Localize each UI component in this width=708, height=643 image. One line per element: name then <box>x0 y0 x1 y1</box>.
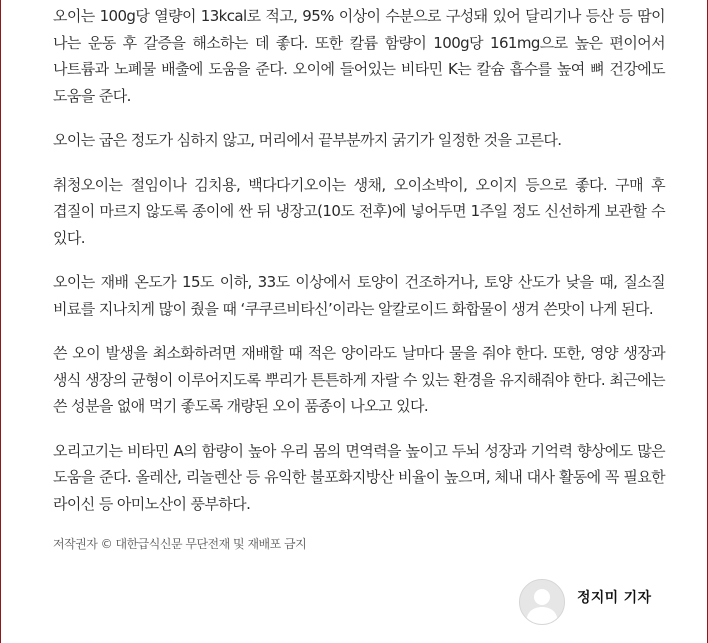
article-paragraph-1: 오이는 100g당 열량이 13kcal로 적고, 95% 이상이 수분으로 구성돼 있어 달리기나 등산 등 땀이 나는 운동 후 갈증을 해소하는 데 좋다. 또한 칼륨 함량이 100g당 161mg으로 높은 편이어서 나트륨과 노폐물 배출에 도움을 준다. 오이에 들어있는 비타민 K는 칼슘 흡수를 높여 뼈 건강에도 도움을 준다. <box>53 7 665 105</box>
copyright-notice: 저작권자 © 대한급식신문 무단전재 및 재배포 금지 <box>53 537 307 551</box>
reporter-byline[interactable] <box>519 579 651 625</box>
article-paragraph-6: 오리고기는 비타민 A의 함량이 높아 우리 몸의 면역력을 높이고 두뇌 성장과 기억력 향상에도 많은 도움을 준다. 올레산, 리놀렌산 등 유익한 불포화지방산 비율이 높으며, 체내 대사 활동에 꼭 필요한 라이신 등 아미노산이 풍부하다. <box>53 441 665 513</box>
article-paragraph-2: 오이는 굽은 정도가 심하지 않고, 머리에서 끝부분까지 굵기가 일정한 것을 고른다. <box>53 131 562 149</box>
article-paragraph-5: 쓴 오이 발생을 최소화하려면 재배할 때 적은 양이라도 날마다 물을 줘야 한다. 또한, 영양 생장과 생식 생장의 균형이 이루어지도록 뿌리가 튼튼하게 자랄 수 있는 환경을 유지해줘야 한다. 최근에는 쓴 성분을 없애 먹기 좋도록 개량된 오이 품종이 나오고 있다. <box>53 344 665 415</box>
article-paragraph-3: 취청오이는 절임이나 김치용, 백다다기오이는 생채, 오이소박이, 오이지 등으로 좋다. 구매 후 겹질이 마르지 않도록 종이에 싼 뒤 냉장고(10도 전후)에 넣어두면 1주일 정도 신선하게 보관할 수 있다. <box>53 175 665 247</box>
article-body <box>53 0 665 552</box>
default-user-avatar-icon[interactable] <box>519 579 565 625</box>
article-paragraph-4: 오이는 재배 온도가 15도 이하, 33도 이상에서 토양이 건조하거나, 토양 산도가 낮을 때, 질소질 비료를 지나치게 많이 줬을 때 ‘쿠쿠르비타신’이라는 알칼로이드 화합물이 생겨 쓴맛이 나게 된다. <box>53 273 665 318</box>
reporter-name[interactable]: 정지미 기자 <box>577 590 652 606</box>
